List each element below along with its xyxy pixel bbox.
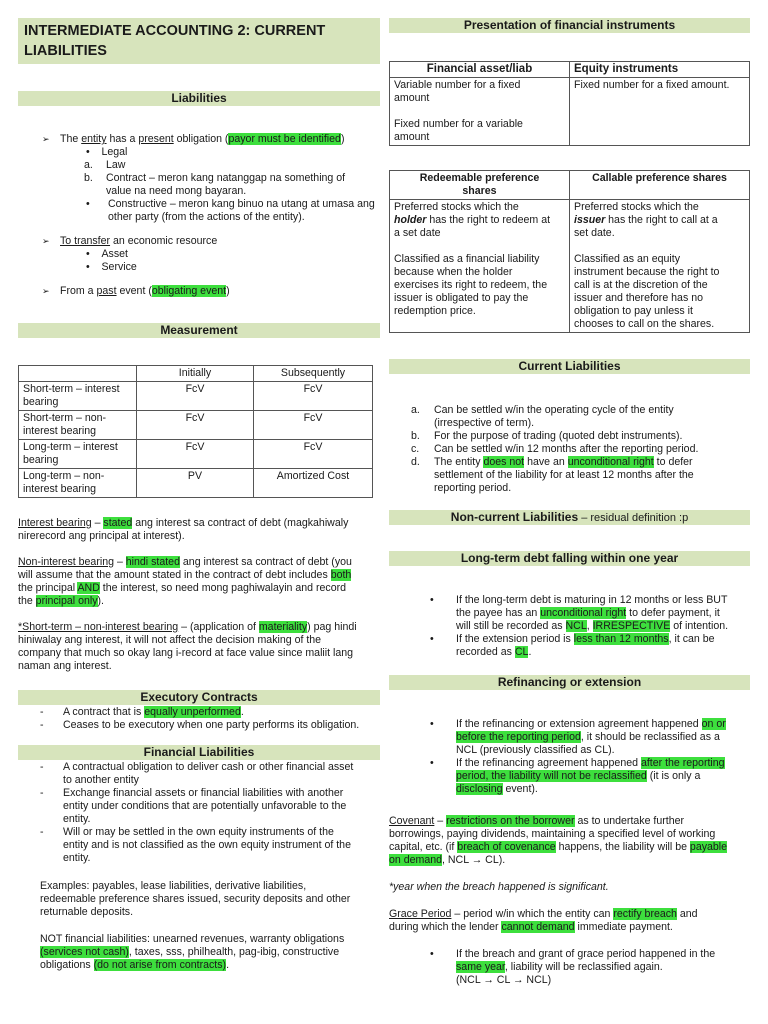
list-item: • If the refinancing agreement happened after the reporting period, the liability will not be reclassified (it is only a disclosing event). bbox=[430, 757, 725, 795]
table-row bbox=[390, 78, 750, 146]
liab-point-2: ➢ To transfer an economic resource bbox=[42, 235, 218, 247]
list-item: a. Can be settled w/in the operating cycle of the entity (irrespective of term). bbox=[411, 404, 674, 429]
current-list bbox=[411, 404, 750, 495]
measurement-header: Measurement bbox=[18, 323, 380, 338]
list-item: - Exchange financial assets or financial liabilities with another entity under conditions that are potentially unfavorable to the entity. bbox=[40, 787, 347, 825]
table-header-cell: Financial asset/liab bbox=[390, 62, 570, 78]
list-item: - Will or may be settled in the own equity instruments of the entity and is not classified as the own equity instrument of the entity. bbox=[40, 826, 351, 864]
short-term-note: *Short-term – non-interest bearing – (application of materiality) pag hindi hiniwalay ang interest, it will not affect the decision making of the company that much so okay lang i-record at face value since maliit lang naman ang interest. bbox=[18, 621, 357, 672]
liab-point-3: ➢ From a past event (obligating event) bbox=[42, 285, 230, 297]
constructive-item: • Constructive – meron kang binuo na utang at umasa ang other party (from the actions of the entity). bbox=[86, 198, 375, 223]
long-term-list bbox=[430, 594, 750, 659]
law-item: a. Law bbox=[84, 159, 126, 171]
arrow-bullet-icon: ➢ bbox=[42, 286, 50, 296]
refinancing-header: Refinancing or extension bbox=[389, 675, 750, 690]
list-item: • If the breach and grant of grace period happened in the same year, liability will be reclassified again. (NCL → CL → NCL) bbox=[430, 948, 716, 986]
service-item: • Service bbox=[86, 261, 137, 273]
table-cell: Long-term – non-interest bearing bbox=[19, 469, 137, 498]
table-header-row bbox=[390, 62, 750, 78]
presentation-header: Presentation of financial instruments bbox=[389, 18, 750, 33]
table-header-cell: Callable preference shares bbox=[570, 171, 750, 200]
refinancing-list bbox=[430, 718, 750, 796]
table-cell: FcV bbox=[254, 382, 373, 411]
measurement-header-row bbox=[19, 366, 373, 382]
not-financial-note: NOT financial liabilities: unearned revenues, warranty obligations (services not cash), taxes, sss, philhealth, pag-ibig, constructive obligations (do not arise from contracts). bbox=[40, 933, 345, 971]
liab-point-1: ➢ The entity has a present obligation (payor must be identified) bbox=[42, 133, 345, 145]
liabilities-header: Liabilities bbox=[18, 91, 380, 106]
table-cell: Amortized Cost bbox=[254, 469, 373, 498]
list-item: d. The entity does not have an unconditional right to defer settlement of the liability for at least 12 months after the reporting period. bbox=[411, 456, 694, 494]
noncurrent-liabilities-header: Non-current Liabilities – residual definition :p bbox=[389, 510, 750, 525]
executory-list bbox=[40, 706, 380, 732]
table-header-row bbox=[390, 171, 750, 200]
financial-list bbox=[40, 761, 380, 865]
table-cell: Short-term – interest bearing bbox=[19, 382, 137, 411]
table-cell: Variable number for a fixed amount Fixed number for a variable amount bbox=[390, 78, 570, 146]
table-cell: FcV bbox=[254, 440, 373, 469]
table-header-cell: Redeemable preference shares bbox=[390, 171, 570, 200]
arrow-bullet-icon: ➢ bbox=[42, 236, 50, 246]
list-item: - Ceases to be executory when one party performs its obligation. bbox=[40, 719, 360, 731]
table-row bbox=[19, 382, 373, 411]
table-cell: FcV bbox=[137, 440, 254, 469]
covenant-note: Covenant – restrictions on the borrower as to undertake further borrowings, paying dividends, maintaining a specified level of working capital, etc. (if breach of covenance happens, the liability will be payable on demand, NCL → CL). bbox=[389, 815, 728, 866]
table-cell: Preferred stocks which the issuer has the right to call at a set date. Classified as an equity instrument because the right to call is at the discretion of the issuer and therefore has no obligation to pay unless it chooses to call on the shares. bbox=[570, 200, 750, 333]
examples-note: Examples: payables, lease liabilities, derivative liabilities, redeemable preference shares issued, security deposits and other returnable deposits. bbox=[40, 880, 351, 918]
preference-shares-table bbox=[389, 170, 750, 333]
table-cell: FcV bbox=[254, 411, 373, 440]
presentation-table bbox=[389, 61, 750, 146]
legal-item: • Legal bbox=[86, 146, 128, 158]
asset-item: • Asset bbox=[86, 248, 128, 260]
table-cell: FcV bbox=[137, 382, 254, 411]
list-item: c. Can be settled w/in 12 months after the reporting period. bbox=[411, 443, 699, 455]
table-cell: Long-term – interest bearing bbox=[19, 440, 137, 469]
executory-header: Executory Contracts bbox=[18, 690, 380, 705]
page-title: INTERMEDIATE ACCOUNTING 2: CURRENT LIABILITIES bbox=[18, 18, 380, 64]
grace-list bbox=[430, 948, 750, 987]
table-row bbox=[19, 411, 373, 440]
liabilities-section bbox=[42, 133, 382, 298]
list-item: • If the extension period is less than 12 months, it can be recorded as CL. bbox=[430, 633, 715, 658]
breach-year-note: *year when the breach happened is significant. bbox=[389, 881, 609, 893]
table-cell: Short-term – non-interest bearing bbox=[19, 411, 137, 440]
list-item: - A contractual obligation to deliver cash or other financial asset to another entity bbox=[40, 761, 354, 786]
table-cell: Fixed number for a fixed amount. bbox=[570, 78, 750, 146]
list-item: • If the refinancing or extension agreement happened on or before the reporting period, it should be reclassified as a NCL (previously classified as CL). bbox=[430, 718, 726, 756]
list-item: b. For the purpose of trading (quoted debt instruments). bbox=[411, 430, 683, 442]
list-item: - A contract that is equally unperformed. bbox=[40, 706, 244, 718]
long-term-debt-header: Long-term debt falling within one year bbox=[389, 551, 750, 566]
arrow-bullet-icon: ➢ bbox=[42, 134, 50, 144]
interest-bearing-note: Interest bearing – stated ang interest sa contract of debt (magkahiwaly nirerecord ang principal at interest). bbox=[18, 517, 349, 542]
interest-notes bbox=[18, 517, 380, 673]
measurement-table bbox=[18, 365, 373, 498]
table-header-cell bbox=[19, 366, 137, 382]
financial-liabilities-header: Financial Liabilities bbox=[18, 745, 380, 760]
table-cell: FcV bbox=[137, 411, 254, 440]
table-row bbox=[390, 200, 750, 333]
table-header-cell: Equity instruments bbox=[570, 62, 750, 78]
table-cell: PV bbox=[137, 469, 254, 498]
current-liabilities-header: Current Liabilities bbox=[389, 359, 750, 374]
table-header-cell: Subsequently bbox=[254, 366, 373, 382]
contract-item: b. Contract – meron kang natanggap na something of value na need mong bayaran. bbox=[84, 172, 346, 197]
non-interest-bearing-note: Non-interest bearing – hindi stated ang interest sa contract of debt (you will assume that the amount stated in the contract of debt includes both the principal AND the interest, so need mong paghiwalayin and record the principal only). bbox=[18, 556, 352, 607]
table-row bbox=[19, 469, 373, 498]
table-header-cell: Initially bbox=[137, 366, 254, 382]
list-item: • If the long-term debt is maturing in 12 months or less BUT the payee has an unconditional right to defer payment, it will still be recorded as NCL, IRRESPECTIVE of intention. bbox=[430, 594, 729, 632]
grace-period-note: Grace Period – period w/in which the entity can rectify breach and during which the lender cannot demand immediate payment. bbox=[389, 908, 698, 933]
table-row bbox=[19, 440, 373, 469]
table-cell: Preferred stocks which the holder has the right to redeem at a set date Classified as a financial liability because when the holder exercises its right to redeem, the issuer is obligated to pay the redemption price. bbox=[390, 200, 570, 333]
